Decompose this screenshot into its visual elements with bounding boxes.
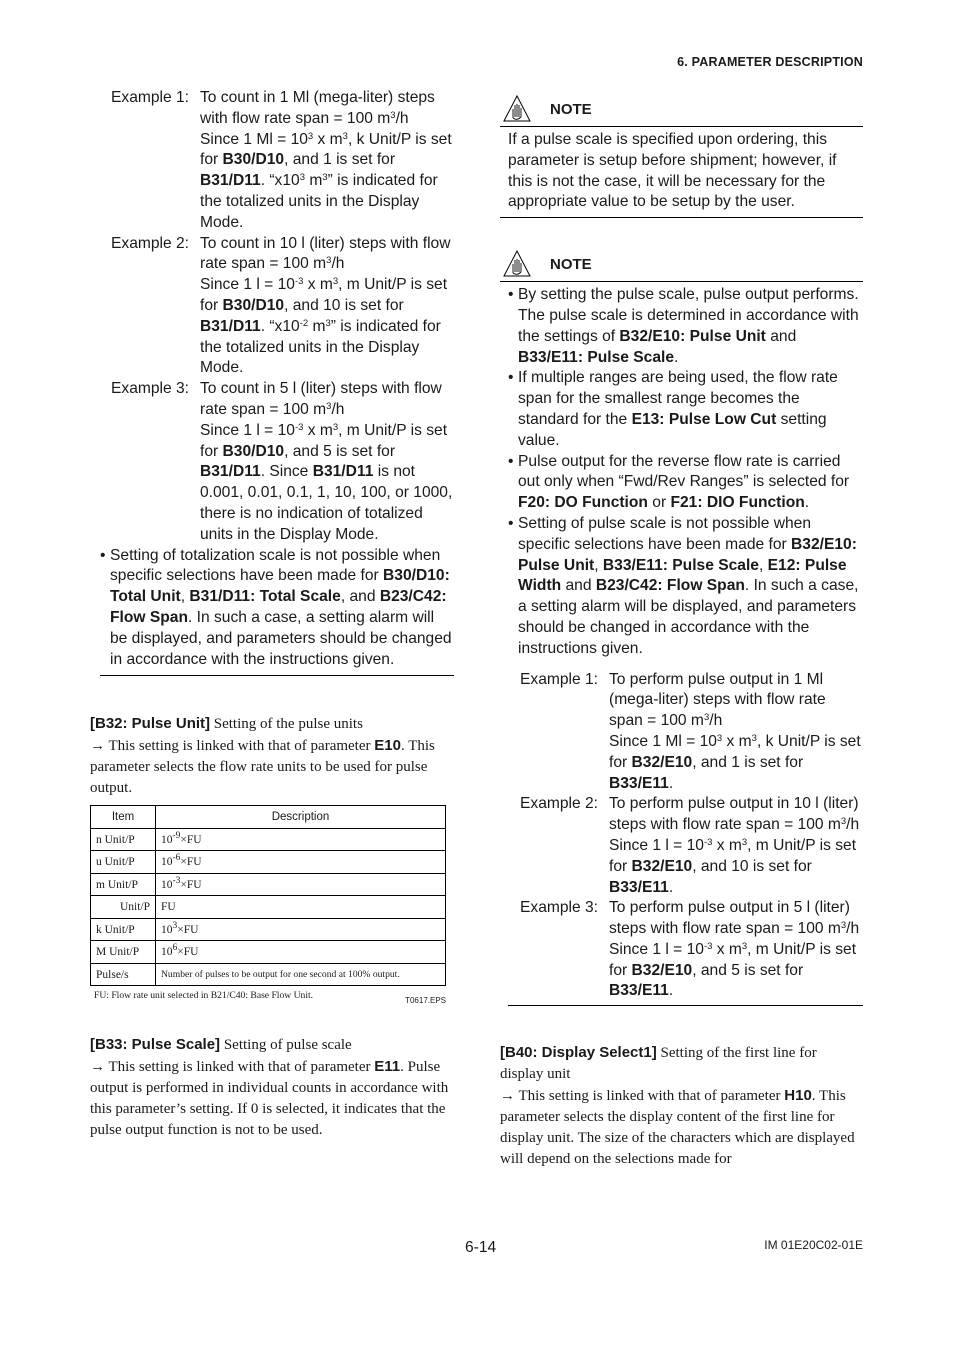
note-2-bullet-2: • If multiple ranges are being used, the flow rate span for the smallest range becomes the standard for the E13: Pulse Low Cut setting value. <box>508 369 838 449</box>
pulse-unit-table <box>90 805 446 986</box>
left-example-1: Example 1: To count in 1 Ml (mega-liter) steps with flow rate span = 100 $m^3/h$ Since 1 $Ml = 10^3$ x $m^3$, k Unit/P is set for B30/D10, and 1 is set for B31/D11. “$x10^3$ $m^3$” is indicated for the totalized units in the Display Mode. <box>111 89 452 231</box>
section-header: 6. PARAMETER DESCRIPTION <box>677 55 863 69</box>
table-row: Pulse/s Number of pulses to be output for one second at 100% output. <box>91 963 446 986</box>
note-2-header <box>500 247 863 281</box>
arrow-icon: → <box>90 1059 105 1076</box>
document-id: IM 01E20C02-01E <box>764 1238 863 1252</box>
note-1-bottom-rule <box>500 217 863 218</box>
note-2-bottom-rule <box>508 1005 863 1006</box>
table-row: M Unit/P $10^6\times FU$ <box>91 941 446 964</box>
b32-title: [B32: Pulse Unit] <box>90 715 211 733</box>
table-row: Unit/P FU <box>91 896 446 919</box>
arrow-icon: → <box>500 1088 515 1105</box>
note-2-bullet-4: • Setting of pulse scale is not possible when specific selections have been made for B32/E10: Pulse Unit, B33/E11: Pulse Scale, E12: Pulse Width and B23/C42: Flow Span. In such a case, a setting alarm will be displayed, and parameters should be changed in accordance with the instructions given. <box>508 514 859 657</box>
right-example-1: Example 1: To perform pulse output in 1 Ml (mega-liter) steps with flow rate span = 100 $m^3/h$ Since 1 $Ml = 10^3$ x $m^3$, k Unit/P is set for B32/E10, and 1 is set for B33/E11. <box>520 670 861 792</box>
note-1-text: If a pulse scale is specified upon ordering, this parameter is setup before shipment; however, if this is not the case, it will be necessary for the appropriate value to be setup by the user. <box>508 131 837 211</box>
right-column <box>500 92 863 1170</box>
table-eps-label: T0617.EPS <box>405 996 446 1006</box>
right-example-2: Example 2: To perform pulse output in 10 l (liter) steps with flow rate span = 100 $m^3/h$ Since 1 $l = 10^{-3}$ x $m^3$, m Unit/P is set for B32/E10, and 10 is set for B33/E11. <box>520 795 860 896</box>
table-row: k Unit/P $10^3\times FU$ <box>91 918 446 941</box>
table-header-row: Item Description <box>91 806 446 829</box>
note-2-body <box>500 282 863 1002</box>
hand-caution-icon <box>502 94 532 124</box>
b32-section: [B32: Pulse Unit] Setting of the pulse units → This setting is linked with that of parameter E10. This parameter selects the flow rate units to be used for pulse output. <box>90 715 435 797</box>
b40-title: [B40: Display Select1] <box>500 1044 657 1062</box>
table-row: n Unit/P $10^{-9}\times FU$ <box>91 828 446 851</box>
note-1-label: NOTE <box>550 100 592 118</box>
left-example-3: Example 3: To count in 5 l (liter) steps with flow rate span = 100 $m^3/h$ Since 1 $l = 10^{-3}$ x $m^3$, m Unit/P is set for B30/D10, and 5 is set for B31/D11. Since B31/D11 is not 0.001, 0.01, 0.1, 1, 10, 100, or 1000, there is no indication of totalized units in the Display Mode. <box>111 380 453 543</box>
table-footnote-area <box>94 986 456 1010</box>
b33-title: [B33: Pulse Scale] <box>90 1036 221 1054</box>
left-bullet-totalization: • Setting of totalization scale is not possible when specific selections have been made for B30/D10: Total Unit, B31/D11: Total Scale, and B23/C42: Flow Span. In such a case, a setting alarm will be displayed, and parameters should be changed in accordance with the instructions given. <box>100 546 452 668</box>
left-example-2: Example 2: To count in 10 l (liter) steps with flow rate span = 100 $m^3/h$ Since 1 $l = 10^{-3}$ x $m^3$, m Unit/P is set for B30/D10, and 10 is set for B31/D11. “$x10^{-2}$ $m^3$” is indicated for the totalized units in the Display Mode. <box>111 234 451 377</box>
left-column <box>90 88 454 1141</box>
right-example-3: Example 3: To perform pulse output in 5 l (liter) steps with flow rate span = 100 $m^3/h$ Since 1 $l = 10^{-3}$ x $m^3$, m Unit/P is set for B32/E10, and 5 is set for B33/E11. <box>520 899 860 1000</box>
note-1-header <box>500 92 863 126</box>
note-2-bullet-1: • By setting the pulse scale, pulse output performs. The pulse scale is determined in accordance with the settings of B32/E10: Pulse Unit and B33/E11: Pulse Scale. <box>508 286 859 366</box>
table-row: m Unit/P $10^{-3}\times FU$ <box>91 873 446 896</box>
table-footnote: FU: Flow rate unit selected in B21/C40: Base Flow Unit. <box>94 990 314 1002</box>
b40-section: [B40: Display Select1] Setting of the first line for display unit → This setting is linked with that of parameter H10. This parameter selects the display content of the first line for display unit. The size of the characters which are displayed will depend on the selections made for <box>500 1044 855 1168</box>
page-number: 6-14 <box>465 1239 497 1256</box>
left-note-bottom-rule <box>100 675 454 676</box>
note-2-label: NOTE <box>550 255 592 273</box>
note-2-bullet-3: • Pulse output for the reverse flow rate is carried out only when “Fwd/Rev Ranges” is selected for F20: DO Function or F21: DIO Function. <box>508 452 850 512</box>
arrow-icon: → <box>90 738 105 755</box>
b33-section: [B33: Pulse Scale] Setting of pulse scale → This setting is linked with that of parameter E11. Pulse output is performed in individual counts in accordance with this parameter’s setting. If 0 is selected, it indicates that the pulse output function is not to be used. <box>90 1036 449 1139</box>
table-row: u Unit/P $10^{-6}\times FU$ <box>91 851 446 874</box>
hand-caution-icon <box>502 249 532 279</box>
